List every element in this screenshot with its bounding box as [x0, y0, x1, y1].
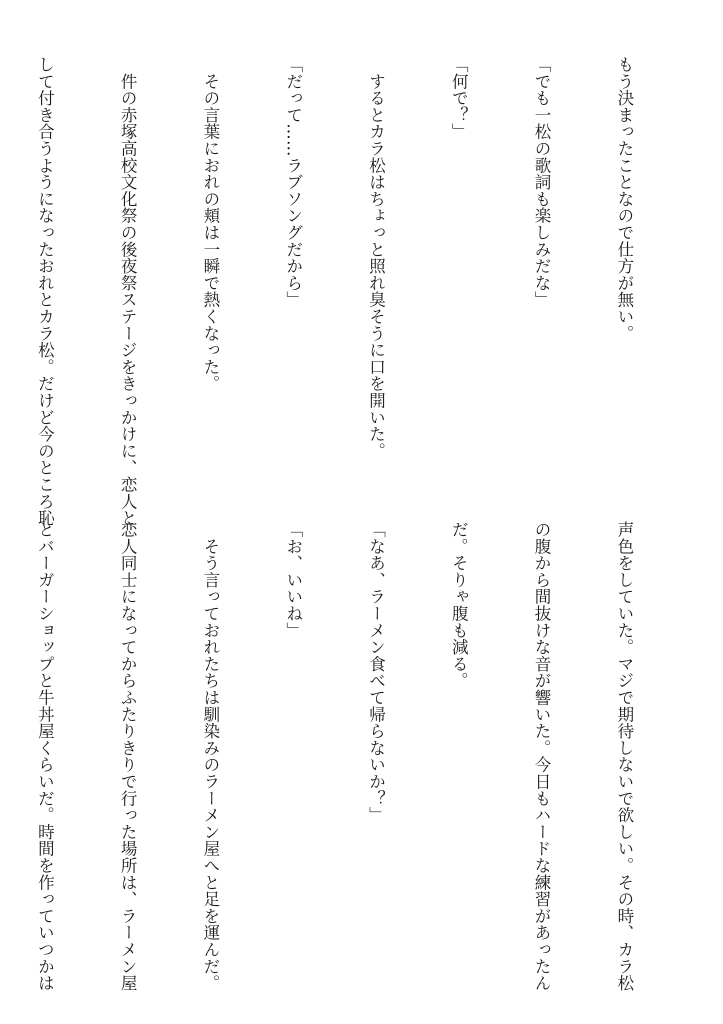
- text-line: 「何で？」: [449, 56, 469, 140]
- text-block-bottom: [0, 521, 693, 992]
- text-line: そう言っておれたちは馴染みのラーメン屋へと足を運んだ。: [200, 521, 220, 992]
- text-line: 「でも一松の歌詞も楽しみだな」: [532, 56, 552, 308]
- text-line: その言葉におれの頬は一瞬で熱くなった。: [200, 56, 220, 392]
- text-block-top: [0, 56, 693, 527]
- text-line: 「だって……ラブソングだから」: [283, 56, 303, 308]
- text-line: とバーガーショップと牛丼屋くらいだ。時間を作っていつかは: [35, 521, 55, 992]
- text-line: するとカラ松はちょっと照れ臭そうに口を開いた。: [366, 56, 386, 460]
- text-line: 「お、いいね」: [283, 521, 303, 639]
- text-line: して付き合うようになったおれとカラ松。だけど今のところ恥: [35, 56, 55, 527]
- text-line: 声色をしていた。マジで期待しないで欲しい。その時、カラ松: [614, 521, 634, 992]
- text-line: 恋人同士になってからふたりきりで行った場所は、ラーメン屋: [118, 521, 138, 992]
- text-line: だ。そりゃ腹も減る。: [449, 521, 469, 689]
- text-line: 「なあ、ラーメン食べて帰らないか？」: [366, 521, 386, 824]
- text-line: の腹から間抜けな音が響いた。今日もハードな練習があったん: [532, 521, 552, 992]
- text-line: 件の赤塚高校文化祭の後夜祭ステージをきっかけに、恋人と: [118, 56, 138, 527]
- text-line: もう決まったことなので仕方が無い。: [614, 56, 634, 342]
